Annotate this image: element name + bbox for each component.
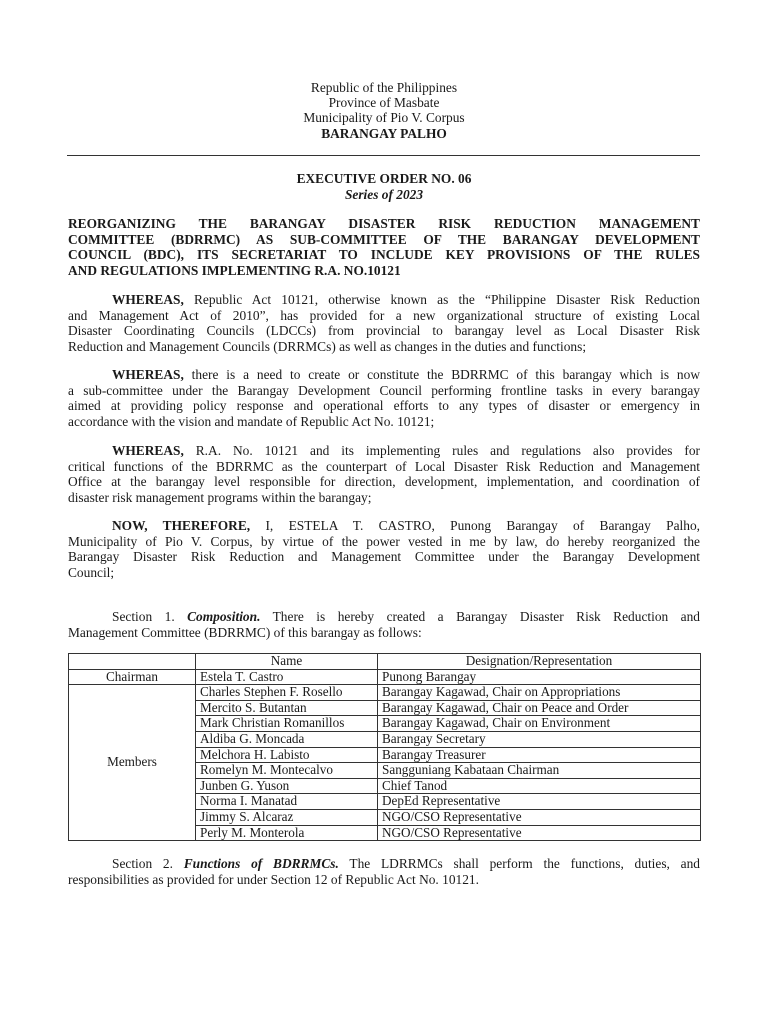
section-2-paragraph: Section 2. Functions of BDRRMCs. The LDRRMCs shall perform the functions, duties, and responsibilities as provided for under Section 12 of Republic Act No. 10121. [68, 856, 700, 887]
member-designation: Barangay Kagawad, Chair on Environment [378, 716, 701, 732]
member-designation: NGO/CSO Representative [378, 825, 701, 841]
member-designation: Barangay Treasurer [378, 747, 701, 763]
now-therefore-paragraph: NOW, THEREFORE, I, ESTELA T. CASTRO, Punong Barangay of Barangay Palho, Municipality of Pio V. Corpus, by virtue of the power vested in me by law, do hereby reorganized the Barangay Disaster Risk Reduction and Management Committee under the Barangay Development Council; [68, 518, 700, 580]
table-header-row [69, 654, 701, 670]
chairman-name: Estela T. Castro [196, 669, 378, 685]
section-1-paragraph: Section 1. Composition. There is hereby created a Barangay Disaster Risk Reduction and Management Committee (BDRRMC) of this barangay as follows: [68, 609, 701, 640]
executive-order-heading [0, 171, 768, 202]
whereas-paragraph-3: WHEREAS, R.A. No. 10121 and its implementing rules and regulations also provides for critical functions of the BDRRMC as the counterpart of Local Disaster Risk Reduction and Management Office at the barangay level responsible for direction, development, implementation, and coordination of disaster risk management programs within the barangay; [68, 443, 700, 505]
executive-order-series: Series of 2023 [344, 186, 424, 202]
member-designation: NGO/CSO Representative [378, 809, 701, 825]
member-name: Charles Stephen F. Rosello [196, 685, 378, 701]
header-designation: Designation/Representation [378, 654, 701, 670]
letterhead [0, 80, 768, 141]
order-title-line: COMMITTEE (BDRRMC) AS SUB-COMMITTEE OF THE BARANGAY DEVELOPMENT [68, 231, 700, 247]
table-row [69, 685, 701, 701]
section-2-heading: Functions of BDRRMCs. [183, 856, 339, 871]
letterhead-municipality: Municipality of Pio V. Corpus [303, 110, 465, 126]
member-designation: Chief Tanod [378, 778, 701, 794]
chairman-label: Chairman [69, 669, 196, 685]
header-name: Name [196, 654, 378, 670]
member-name: Mark Christian Romanillos [196, 716, 378, 732]
member-name: Norma I. Manatad [196, 794, 378, 810]
order-title [68, 216, 700, 278]
member-designation: DepEd Representative [378, 794, 701, 810]
member-designation: Barangay Kagawad, Chair on Peace and Order [378, 700, 701, 716]
member-name: Aldiba G. Moncada [196, 731, 378, 747]
member-designation: Barangay Secretary [378, 731, 701, 747]
member-name: Jimmy S. Alcaraz [196, 809, 378, 825]
executive-order-number: EXECUTIVE ORDER NO. 06 [296, 171, 472, 186]
member-name: Melchora H. Labisto [196, 747, 378, 763]
order-title-line: COUNCIL (BDC), ITS SECRETARIAT TO INCLUDE KEY PROVISIONS OF THE RULES [68, 247, 700, 263]
whereas-paragraph-1: WHEREAS, Republic Act 10121, otherwise known as the “Philippine Disaster Risk Reduction and Management Act of 2010”, has provided for a new organizational structure of existing Local Disaster Coordinating Councils (LDCCs) from provincial to barangay level as Local Disaster Risk Reduction and Management Councils (DRRMCs) as well as changes in the duties and functions; [68, 292, 700, 354]
member-name: Romelyn M. Montecalvo [196, 763, 378, 779]
order-title-line: AND REGULATIONS IMPLEMENTING R.A. NO.10121 [68, 262, 401, 278]
member-name: Mercito S. Butantan [196, 700, 378, 716]
whereas-lead: WHEREAS, [112, 292, 184, 307]
member-name: Junben G. Yuson [196, 778, 378, 794]
member-designation: Sangguniang Kabataan Chairman [378, 763, 701, 779]
whereas-paragraph-2: WHEREAS, there is a need to create or constitute the BDRRMC of this barangay which is now a sub-committee under the Barangay Development Council performing frontline tasks in every barangay aimed at providing policy response and operational efforts to any types of disaster or emergency in accordance with the vision and mandate of Republic Act No. 10121; [68, 367, 700, 429]
table-row [69, 669, 701, 685]
composition-table [68, 653, 701, 841]
letterhead-barangay: BARANGAY PALHO [321, 125, 447, 141]
now-therefore-lead: NOW, THEREFORE, [112, 518, 251, 533]
header-divider [67, 155, 700, 156]
member-name: Perly M. Monterola [196, 825, 378, 841]
header-empty-cell [69, 654, 196, 670]
letterhead-province: Province of Masbate [328, 95, 440, 111]
whereas-lead: WHEREAS, [112, 367, 184, 382]
members-label: Members [69, 685, 196, 841]
whereas-lead: WHEREAS, [112, 443, 184, 458]
member-designation: Barangay Kagawad, Chair on Appropriations [378, 685, 701, 701]
letterhead-country: Republic of the Philippines [310, 80, 458, 95]
chairman-designation: Punong Barangay [378, 669, 701, 685]
section-1-heading: Composition. [187, 609, 261, 624]
order-title-line: REORGANIZING THE BARANGAY DISASTER RISK REDUCTION MANAGEMENT [68, 216, 700, 231]
